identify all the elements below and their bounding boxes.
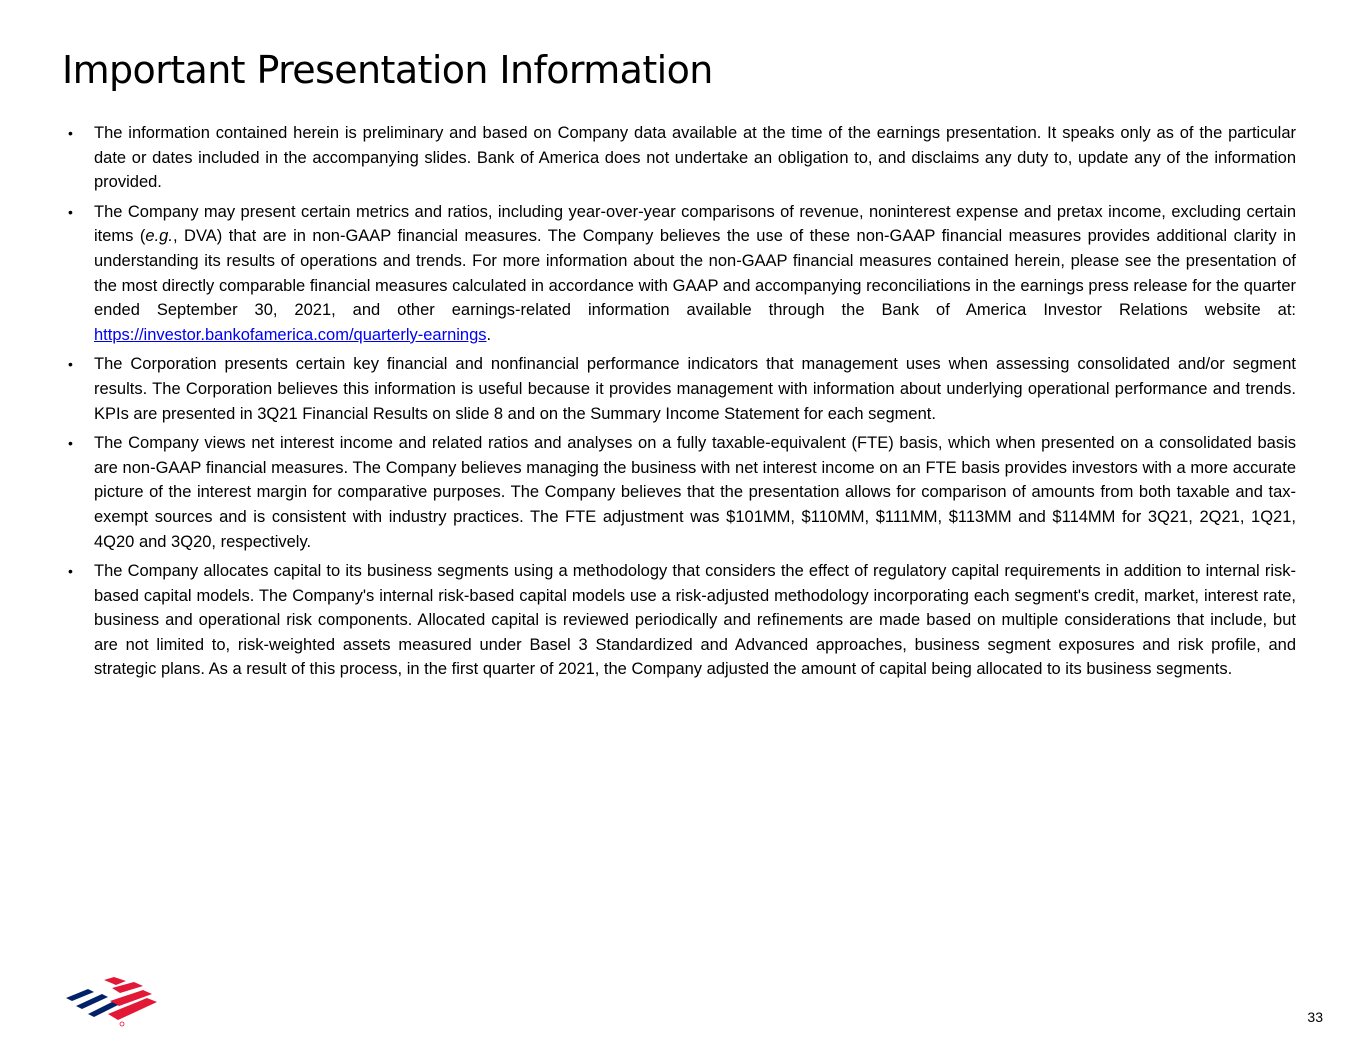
- bullet-italic-text: e.g.: [145, 227, 173, 246]
- page-title: Important Presentation Information: [62, 48, 713, 92]
- bullet-text: The Corporation presents certain key financial and nonfinancial performance indicators that management uses when assessing consolidated and/or segment results. The Corporation believes this information is useful because it provides management with information about underlying operational performance and trends. KPIs are presented in 3Q21 Financial Results on slide 8 and on the Summary Income Statement for each segment.: [94, 355, 1296, 423]
- bullet-non-gaap-measures: [62, 200, 1296, 348]
- bullet-list: [62, 121, 1296, 687]
- bullet-text: , DVA) that are in non-GAAP financial measures. The Company believes the use of these non-GAAP financial measures provides additional clarity in understanding its results of operations and trends. For more information about the non-GAAP financial measures contained herein, please see the presentation of the most directly comparable financial measures calculated in accordance with GAAP and accompanying reconciliations in the earnings press release for the quarter ended September 30, 2021, and other earnings-related information available through the Bank of America Investor Relations website at:: [94, 227, 1297, 320]
- bullet-text: The Company views net interest income and related ratios and analyses on a fully taxable-equivalent (FTE) basis, which when presented on a consolidated basis are non-GAAP financial measures. The Company believes managing the business with net interest income on an FTE basis provides investors with a more accurate picture of the interest margin for comparative purposes. The Company believes that the presentation allows for comparison of amounts from both taxable and tax-exempt sources and is consistent with industry practices. The FTE adjustment was $101MM, $110MM, $111MM, $113MM and $114MM for 3Q21, 2Q21, 1Q21, 4Q20 and 3Q20, respectively.: [94, 434, 1296, 551]
- bullet-text: .: [486, 325, 492, 344]
- bullet-preliminary-information: [62, 121, 1296, 195]
- bullet-kpi-indicators: [62, 352, 1296, 426]
- bullet-text: The information contained herein is preliminary and based on Company data available at the time of the earnings presentation. It speaks only as of the particular date or dates included in the accompanying slides. Bank of America does not undertake an obligation to, and disclaims any duty to, update any of the information provided.: [94, 124, 1296, 192]
- bullet-fte-basis: [62, 431, 1296, 554]
- investor-relations-link[interactable]: https://investor.bankofamerica.com/quarterly-earnings: [94, 325, 487, 344]
- bullet-text: The Company allocates capital to its business segments using a methodology that considers the effect of regulatory capital requirements in addition to internal risk-based capital models. The Company's internal risk-based capital models use a risk-adjusted methodology incorporating each segment's credit, market, interest rate, business and operational risk components. Allocated capital is reviewed periodically and refinements are made based on multiple considerations that include, but are not limited to, risk-weighted assets measured under Basel 3 Standardized and Advanced approaches, business segment exposures and risk profile, and strategic plans. As a result of this process, in the first quarter of 2021, the Company adjusted the amount of capital being allocated to its business segments.: [94, 562, 1296, 679]
- logo-blue-stripe: [66, 989, 94, 1001]
- bullet-capital-allocation: [62, 559, 1296, 682]
- logo-red-stripe: [104, 977, 126, 985]
- logo-registered-mark: [120, 1022, 124, 1026]
- bank-of-america-flag-logo-icon: [64, 976, 158, 1028]
- page-number: 33: [1307, 1009, 1323, 1025]
- bullet-text: The Company may present certain metrics and ratios, including year-over-year comparisons of revenue, noninterest expense and pretax income, excluding certain items (: [94, 202, 1296, 246]
